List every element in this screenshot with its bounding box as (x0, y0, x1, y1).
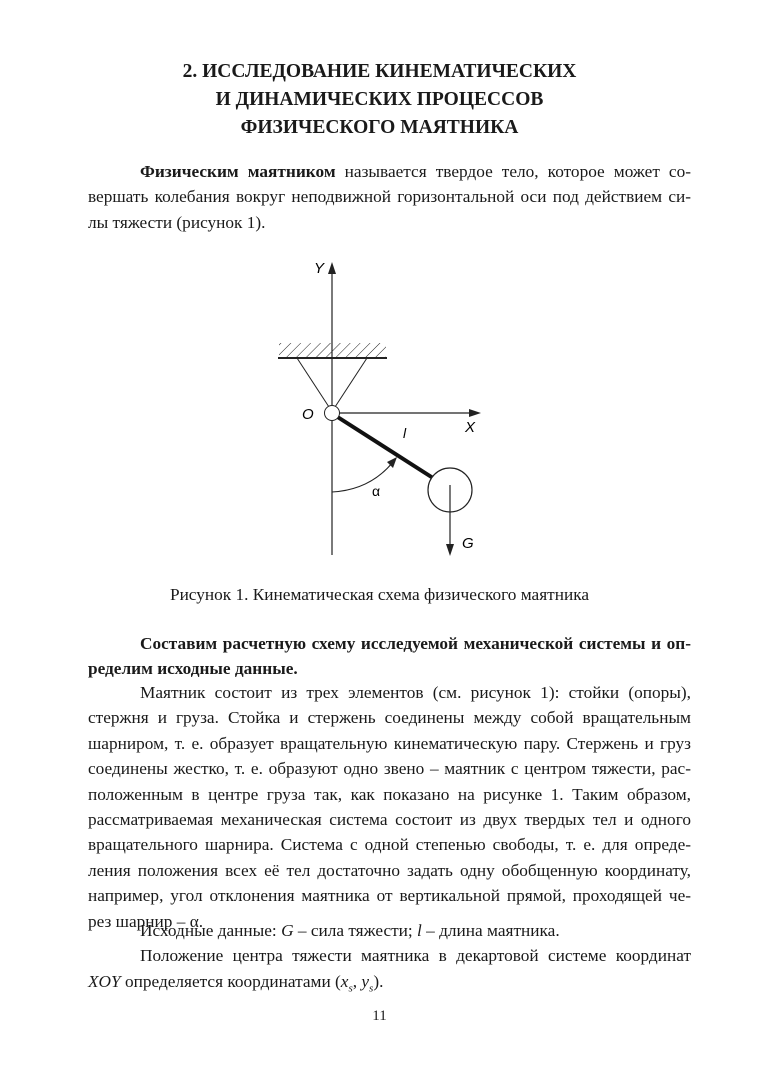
text: Исходные данные: (140, 921, 282, 940)
origin-label: O (302, 406, 314, 423)
text: ). (373, 971, 384, 991)
support-right (335, 358, 367, 407)
text-line: вершать колебания вокруг неподвижной горизонтальной оси под действием си- (88, 187, 691, 207)
angle-label: α (372, 483, 381, 499)
text: определяется координатами ( (120, 971, 341, 991)
angle-arc (332, 462, 393, 492)
heading-paragraph (88, 631, 691, 682)
term-bold: Физическим маятником (140, 162, 336, 181)
text: – длина маятника. (421, 921, 560, 940)
text-line: рез шарнир – α. (88, 911, 204, 931)
title-line: 2. ИССЛЕДОВАНИЕ КИНЕМАТИЧЕСКИХ (182, 61, 577, 82)
gravity-arrow (446, 544, 454, 556)
text-line: соединены жестко, т. е. образуют одно звено – маятник с центром тяжести, рас- (88, 759, 691, 779)
symbol-xoy: XOY (88, 971, 121, 991)
title-line: ФИЗИЧЕСКОГО МАЯТНИКА (240, 117, 519, 138)
length-label: l (403, 425, 407, 441)
page-number: 11 (372, 1008, 387, 1024)
figure-caption: Рисунок 1. Кинематическая схема физического маятника (169, 585, 590, 604)
text-line: ределим исходные данные. (88, 659, 298, 679)
text-line: шарниром, т. е. образует вращательную кинематическую пару. Стержень и груз (88, 733, 691, 753)
body-paragraph (88, 680, 691, 934)
gravity-label: G (462, 535, 474, 552)
support-left (297, 358, 329, 407)
text-line: Составим расчетную схему исследуемой механической системы и оп- (140, 634, 691, 653)
text-line: рассматриваемая механическая система состоит из двух твердых тел и одного (88, 810, 691, 830)
text: , (352, 971, 362, 991)
text-line: стержня и груза. Стойка и стержень соединены между собой вращательным (88, 708, 691, 728)
title-line: И ДИНАМИЧЕСКИХ ПРОЦЕССОВ (215, 89, 544, 110)
y-axis-label: Y (314, 260, 325, 277)
symbol-l: l (417, 921, 422, 940)
rod (336, 416, 433, 478)
text-line: положенным в центре груза так, как показано на рисунке 1. Таким образом, (88, 784, 691, 804)
text-line: ления положения всех её тел достаточно задать одну обобщенную координату, (88, 860, 691, 880)
symbol-xs: x (340, 971, 349, 991)
symbol-ys: y (361, 971, 370, 991)
text-line: лы тяжести (рисунок 1). (88, 212, 266, 232)
text-line: вращательного шарнира. Система с одной степенью свободы, т. е. для опреде- (88, 835, 691, 855)
text-line: Положение центра тяжести маятника в декартовой системе координат (140, 946, 691, 966)
subscript: s (348, 982, 353, 995)
pivot-joint (325, 406, 340, 421)
closing-paragraphs (88, 918, 691, 1002)
y-axis-arrow (328, 262, 336, 274)
text-line: например, угол отклонения маятника от вертикальной прямой, проходящей че- (88, 886, 691, 906)
x-axis-label: X (465, 419, 476, 436)
subscript: s (369, 982, 374, 995)
text: называется твердое тело, которое может со- (335, 162, 691, 181)
initial-data-line (88, 918, 691, 943)
angle-arrow (387, 457, 397, 468)
symbol-g: G (281, 921, 294, 940)
text-line (88, 969, 691, 1002)
ceiling-hatch (279, 343, 386, 358)
x-axis-arrow (469, 409, 481, 417)
text: – сила тяжести; (293, 921, 418, 940)
text-line: Маятник состоит из трех элементов (см. рисунок 1): стойки (опоры), (140, 683, 691, 702)
